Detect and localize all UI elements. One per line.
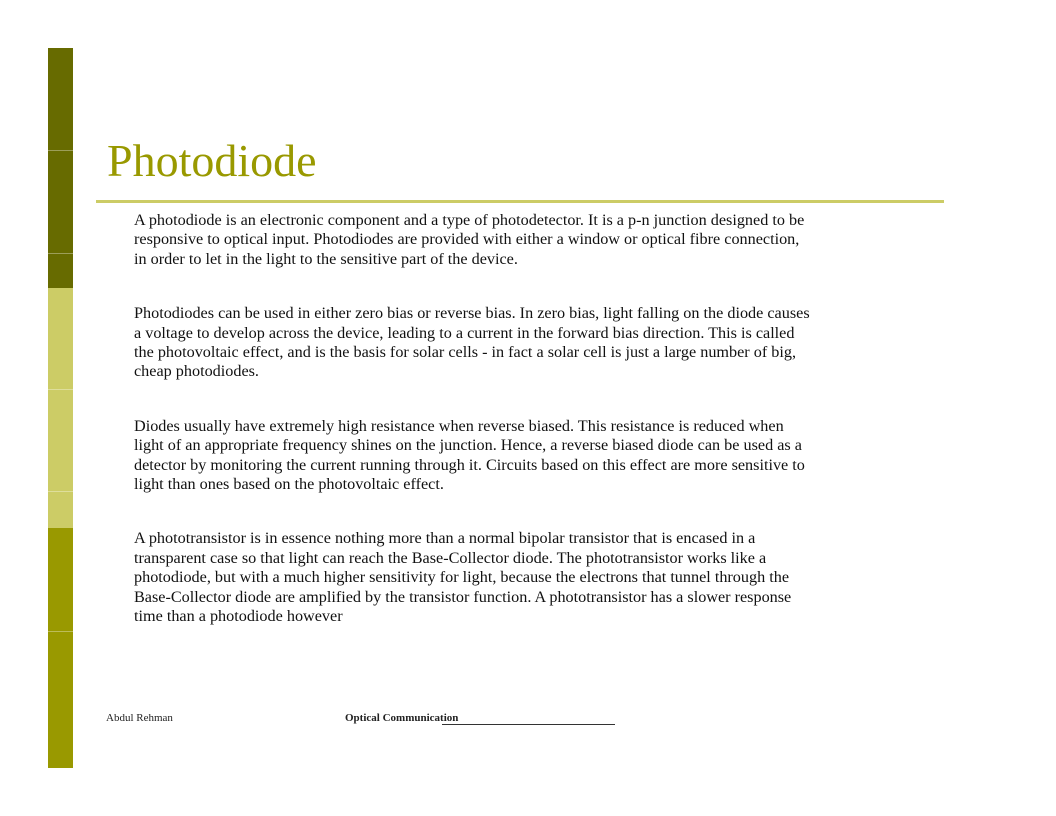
footer-underline: [442, 724, 615, 725]
body-paragraph: Diodes usually have extremely high resistance when reverse biased. This resistance is reduced when light of an appropriate frequency shines on the junction. Hence, a reverse biased diode can be used as a detector by monitoring the current running through it. Circuits based on this effect are more sensitive to light than ones based on the photovoltaic effect.: [134, 416, 805, 494]
body-paragraph: A phototransistor is in essence nothing more than a normal bipolar transistor that is encased in a transparent case so that light can reach the Base-Collector diode. The phototransistor works like a photodiode, but with a much higher sensitivity for light, because the electrons that tunnel through the Base-Collector diode are amplified by the transistor function. A phototransistor has a slower response time than a photodiode however: [134, 529, 792, 626]
side-bar-segment: [48, 390, 73, 492]
body-paragraph: A photodiode is an electronic component and a type of photodetector. It is a p-n junction designed to be responsive to optical input. Photodiodes are provided with either a window or optical fibre connection, in order to let in the light to the sensitive part of the device.: [134, 211, 805, 268]
side-bar-segment: [48, 48, 73, 151]
footer-author: Abdul Rehman: [106, 712, 173, 724]
side-bar-segment: [48, 528, 73, 632]
title-underline: [96, 200, 944, 203]
side-bar-segment: [48, 492, 73, 528]
side-accent-bar: [48, 48, 73, 768]
body-paragraph: Photodiodes can be used in either zero bias or reverse bias. In zero bias, light falling on the diode causes a voltage to develop across the device, leading to a current in the forward bias direction. This is called the photovoltaic effect, and is the basis for solar cells - in fact a solar cell is just a large number of big, cheap photodiodes.: [134, 304, 810, 381]
slide-body: [134, 211, 814, 627]
slide-title: Photodiode: [107, 135, 317, 186]
side-bar-segment: [48, 254, 73, 288]
side-bar-segment: [48, 632, 73, 768]
footer-course: Optical Communication: [345, 712, 459, 724]
side-bar-segment: [48, 151, 73, 254]
side-bar-segment: [48, 288, 73, 390]
